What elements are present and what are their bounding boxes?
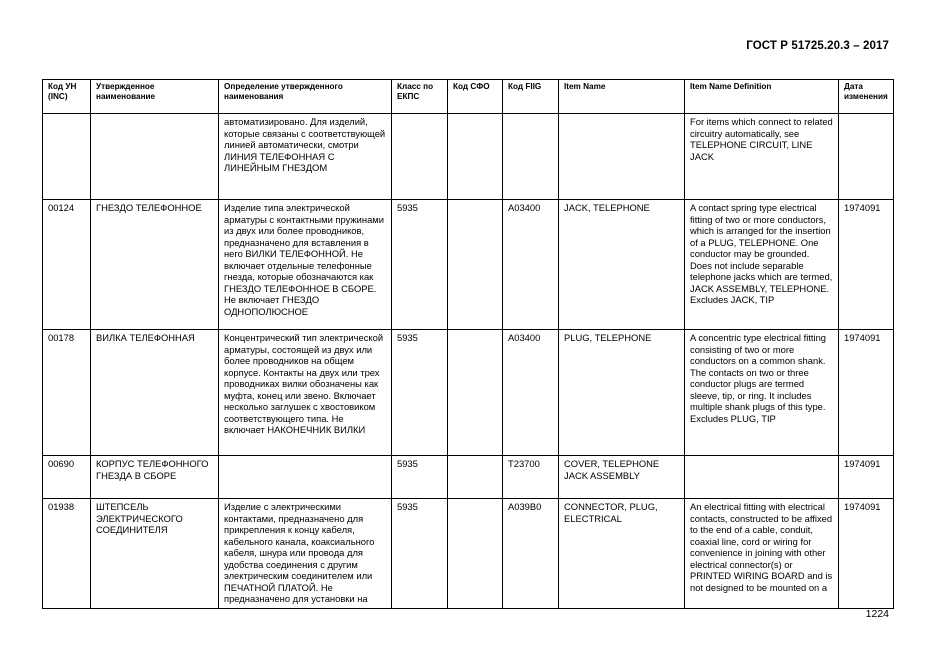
table-row <box>43 456 894 499</box>
cell-date <box>839 114 894 200</box>
cell-definition-en: A contact spring type electrical fitting of two or more conductors, which is arranged for the insertion of a PLUG, TELEPHONE. One conductor may be grounded. Does not include separable telephone jacks which are termed, JACK ASSEMBLY, TELEPHONE. Excludes JACK, TIP <box>685 200 839 330</box>
cell-definition-en: An electrical fitting with electrical contacts, constructed to be affixed to the end of a cable, conduit, coaxial line, cord or wiring for convenience in joining with other electrical connector(s) or PRINTED WIRING BOARD and is not designed to be mounted on a <box>685 499 839 609</box>
cell-item-name: PLUG, TELEPHONE <box>559 330 685 456</box>
cell-class: 5935 <box>392 499 448 609</box>
cell-item-name <box>559 114 685 200</box>
cell-name-ru: КОРПУС ТЕЛЕФОННОГО ГНЕЗДА В СБОРЕ <box>91 456 219 499</box>
cell-definition-ru: автоматизировано. Для изделий, которые связаны с соответствующей линией автоматически, смотри ЛИНИЯ ТЕЛЕФОННАЯ С ЛИНЕЙНЫМ ГНЕЗДОМ <box>219 114 392 200</box>
column-header-fiig: Код FIIG <box>503 80 559 114</box>
cell-inc: 01938 <box>43 499 91 609</box>
cell-date: 1974091 <box>839 200 894 330</box>
cell-name-ru: ГНЕЗДО ТЕЛЕФОННОЕ <box>91 200 219 330</box>
cell-fiig: A03400 <box>503 200 559 330</box>
table-row <box>43 330 894 456</box>
table-header-row <box>43 80 894 114</box>
document-standard-title: ГОСТ Р 51725.20.3 – 2017 <box>746 40 889 52</box>
cell-item-name: COVER, TELEPHONE JACK ASSEMBLY <box>559 456 685 499</box>
column-header-item-name: Item Name <box>559 80 685 114</box>
cell-fiig <box>503 114 559 200</box>
cell-sfo <box>448 330 503 456</box>
page-number: 1224 <box>865 608 889 620</box>
column-header-approved-name: Утвержденное наименование <box>91 80 219 114</box>
cell-definition-ru <box>219 456 392 499</box>
table-row <box>43 499 894 609</box>
cell-date: 1974091 <box>839 330 894 456</box>
cell-class: 5935 <box>392 330 448 456</box>
cell-name-ru: ШТЕПСЕЛЬ ЭЛЕКТРИЧЕСКОГО СОЕДИНИТЕЛЯ <box>91 499 219 609</box>
cell-sfo <box>448 114 503 200</box>
column-header-change-date: Дата изменения <box>839 80 894 114</box>
cell-definition-en: A concentric type electrical fitting consisting of two or more conductors on a common shank. The contacts on two or three conductor plugs are termed sleeve, tip, or ring. It includes multiple shank plugs of this type. Excludes PLUG, TIP <box>685 330 839 456</box>
cell-name-ru <box>91 114 219 200</box>
cell-class <box>392 114 448 200</box>
cell-fiig: T23700 <box>503 456 559 499</box>
cell-definition-ru: Концентрический тип электрической арматуры, состоящей из двух или более проводников на общем корпусе. Контакты на двух или трех проводниках вилки обозначены как муфта, конец или звено. Включает несколько заглушек с хвостовиком соответствующего типа. Не включает НАКОНЕЧНИК ВИЛКИ <box>219 330 392 456</box>
column-header-item-name-definition: Item Name Definition <box>685 80 839 114</box>
cell-fiig: A039B0 <box>503 499 559 609</box>
cell-date: 1974091 <box>839 499 894 609</box>
column-header-definition-ru: Определение утвержденного наименования <box>219 80 392 114</box>
cell-inc: 00124 <box>43 200 91 330</box>
table-row <box>43 200 894 330</box>
column-header-inc: Код УН (INC) <box>43 80 91 114</box>
cell-definition-ru: Изделие с электрическими контактами, предназначено для прикрепления к концу кабеля, кабельного канала, коаксиального кабеля, шнура или провода для удобства соединения с другим электрическим соединителем или ПЕЧАТНОЙ ПЛАТОЙ. Не предназначено для установки на <box>219 499 392 609</box>
table-row <box>43 114 894 200</box>
classification-table <box>42 79 894 609</box>
cell-sfo <box>448 456 503 499</box>
cell-inc <box>43 114 91 200</box>
cell-date: 1974091 <box>839 456 894 499</box>
cell-inc: 00178 <box>43 330 91 456</box>
cell-sfo <box>448 499 503 609</box>
cell-inc: 00690 <box>43 456 91 499</box>
column-header-class: Класс по ЕКПС <box>392 80 448 114</box>
column-header-sfo: Код СФО <box>448 80 503 114</box>
cell-item-name: JACK, TELEPHONE <box>559 200 685 330</box>
cell-name-ru: ВИЛКА ТЕЛЕФОННАЯ <box>91 330 219 456</box>
cell-sfo <box>448 200 503 330</box>
cell-definition-en <box>685 456 839 499</box>
cell-definition-ru: Изделие типа электрической арматуры с контактными пружинами из двух или более проводников, предназначено для вставления в него ВИЛКИ ТЕЛЕФОННОЙ. Не включает отдельные телефонные гнезда, которые обозначаются как ГНЕЗДО ТЕЛЕФОННОЕ В СБОРЕ. Не включает ГНЕЗДО ОДНОПОЛЮСНОЕ <box>219 200 392 330</box>
cell-class: 5935 <box>392 200 448 330</box>
cell-class: 5935 <box>392 456 448 499</box>
cell-item-name: CONNECTOR, PLUG, ELECTRICAL <box>559 499 685 609</box>
cell-definition-en: For items which connect to related circuitry automatically, see TELEPHONE CIRCUIT, LINE JACK <box>685 114 839 200</box>
cell-fiig: A03400 <box>503 330 559 456</box>
